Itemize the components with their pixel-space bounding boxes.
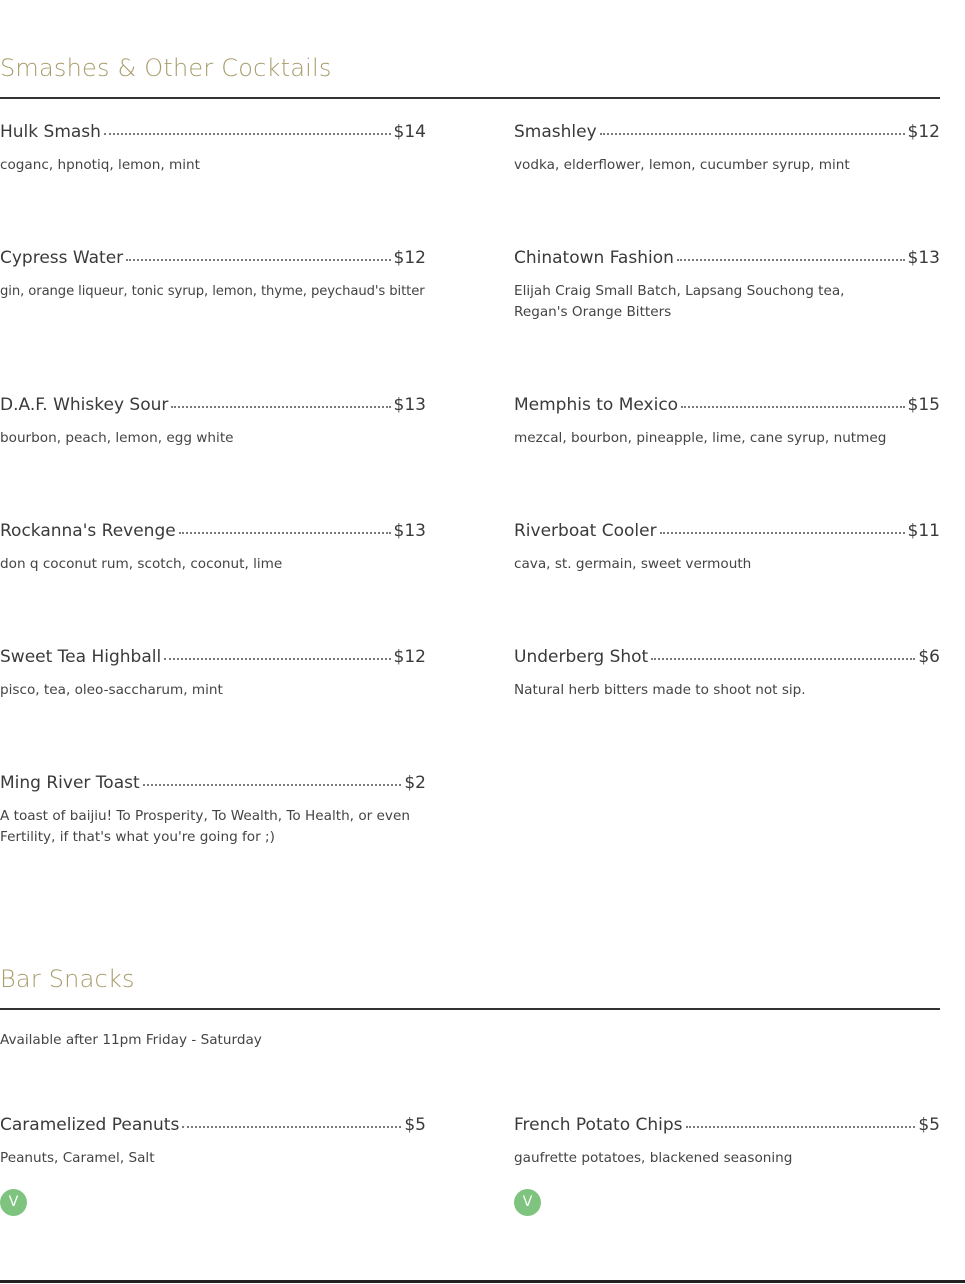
item-price: $5 bbox=[918, 1115, 940, 1135]
menu-item-sweet-tea-highball bbox=[0, 646, 426, 701]
dot-leader bbox=[651, 657, 915, 660]
item-price: $5 bbox=[404, 1115, 426, 1135]
item-price: $15 bbox=[907, 395, 940, 415]
item-description: Natural herb bitters made to shoot not sip. bbox=[514, 682, 806, 698]
item-name: Sweet Tea Highball bbox=[0, 647, 162, 667]
section-title-cocktails: Smashes & Other Cocktails bbox=[0, 54, 332, 82]
menu-item-chinatown-fashion bbox=[514, 247, 940, 323]
availability-note: Available after 11pm Friday - Saturday bbox=[0, 1032, 262, 1048]
item-name: Cypress Water bbox=[0, 248, 124, 268]
section-divider bbox=[0, 1008, 940, 1010]
item-name: Memphis to Mexico bbox=[514, 395, 679, 415]
dot-leader bbox=[143, 783, 402, 786]
item-price: $12 bbox=[393, 647, 426, 667]
dot-leader bbox=[681, 405, 904, 408]
item-description: Elijah Craig Small Batch, Lapsang Souchong tea, Regan's Orange Bitters bbox=[514, 283, 845, 320]
item-price: $12 bbox=[907, 122, 940, 142]
item-description: A toast of baijiu! To Prosperity, To Wealth, To Health, or even Fertility, if that's what you're going for ;) bbox=[0, 808, 410, 845]
menu-item-smashley bbox=[514, 121, 940, 176]
dot-leader bbox=[600, 132, 905, 135]
item-name: French Potato Chips bbox=[514, 1115, 683, 1135]
item-description: don q coconut rum, scotch, coconut, lime bbox=[0, 556, 283, 572]
section-divider bbox=[0, 97, 940, 99]
vegetarian-badge-icon: V bbox=[0, 1189, 27, 1216]
dot-leader bbox=[677, 258, 905, 261]
menu-item-ming-river-toast bbox=[0, 772, 426, 848]
item-price: $12 bbox=[393, 248, 426, 268]
item-description: Peanuts, Caramel, Salt bbox=[0, 1150, 155, 1166]
item-name: Hulk Smash bbox=[0, 122, 101, 142]
item-description: gaufrette potatoes, blackened seasoning bbox=[514, 1150, 793, 1166]
item-description: bourbon, peach, lemon, egg white bbox=[0, 430, 234, 446]
dot-leader bbox=[126, 258, 390, 261]
menu-item-riverboat-cooler bbox=[514, 520, 940, 575]
menu-item-hulk-smash bbox=[0, 121, 426, 176]
item-price: $2 bbox=[404, 773, 426, 793]
item-name: Underberg Shot bbox=[514, 647, 649, 667]
dot-leader bbox=[182, 1125, 401, 1128]
item-name: Rockanna's Revenge bbox=[0, 521, 176, 541]
menu-item-cypress-water bbox=[0, 247, 426, 302]
menu-item-caramelized-peanuts bbox=[0, 1114, 426, 1169]
bottom-divider bbox=[0, 1280, 965, 1283]
item-price: $13 bbox=[393, 521, 426, 541]
vegetarian-badge-icon: V bbox=[514, 1189, 541, 1216]
dot-leader bbox=[164, 657, 390, 660]
item-price: $13 bbox=[393, 395, 426, 415]
item-description: mezcal, bourbon, pineapple, lime, cane syrup, nutmeg bbox=[514, 430, 887, 446]
dot-leader bbox=[104, 132, 391, 135]
item-price: $13 bbox=[907, 248, 940, 268]
item-description: coganc, hpnotiq, lemon, mint bbox=[0, 157, 200, 173]
section-title-bar-snacks: Bar Snacks bbox=[0, 965, 135, 993]
menu-item-memphis-to-mexico bbox=[514, 394, 940, 449]
item-price: $11 bbox=[907, 521, 940, 541]
item-description: gin, orange liqueur, tonic syrup, lemon, thyme, peychaud's bitter bbox=[0, 284, 425, 299]
item-description: cava, st. germain, sweet vermouth bbox=[514, 556, 752, 572]
item-name: Caramelized Peanuts bbox=[0, 1115, 180, 1135]
menu-item-french-potato-chips bbox=[514, 1114, 940, 1169]
item-name: Ming River Toast bbox=[0, 773, 140, 793]
item-name: Riverboat Cooler bbox=[514, 521, 657, 541]
dot-leader bbox=[171, 405, 390, 408]
menu-item-rockannas-revenge bbox=[0, 520, 426, 575]
item-name: D.A.F. Whiskey Sour bbox=[0, 395, 169, 415]
dot-leader bbox=[686, 1125, 916, 1128]
item-description: vodka, elderflower, lemon, cucumber syrup, mint bbox=[514, 157, 850, 173]
menu-item-daf-whiskey-sour bbox=[0, 394, 426, 449]
item-description: pisco, tea, oleo-saccharum, mint bbox=[0, 682, 223, 698]
item-name: Smashley bbox=[514, 122, 597, 142]
menu-item-underberg-shot bbox=[514, 646, 940, 701]
item-name: Chinatown Fashion bbox=[514, 248, 674, 268]
dot-leader bbox=[179, 531, 391, 534]
item-price: $6 bbox=[918, 647, 940, 667]
item-price: $14 bbox=[393, 122, 426, 142]
dot-leader bbox=[660, 531, 905, 534]
